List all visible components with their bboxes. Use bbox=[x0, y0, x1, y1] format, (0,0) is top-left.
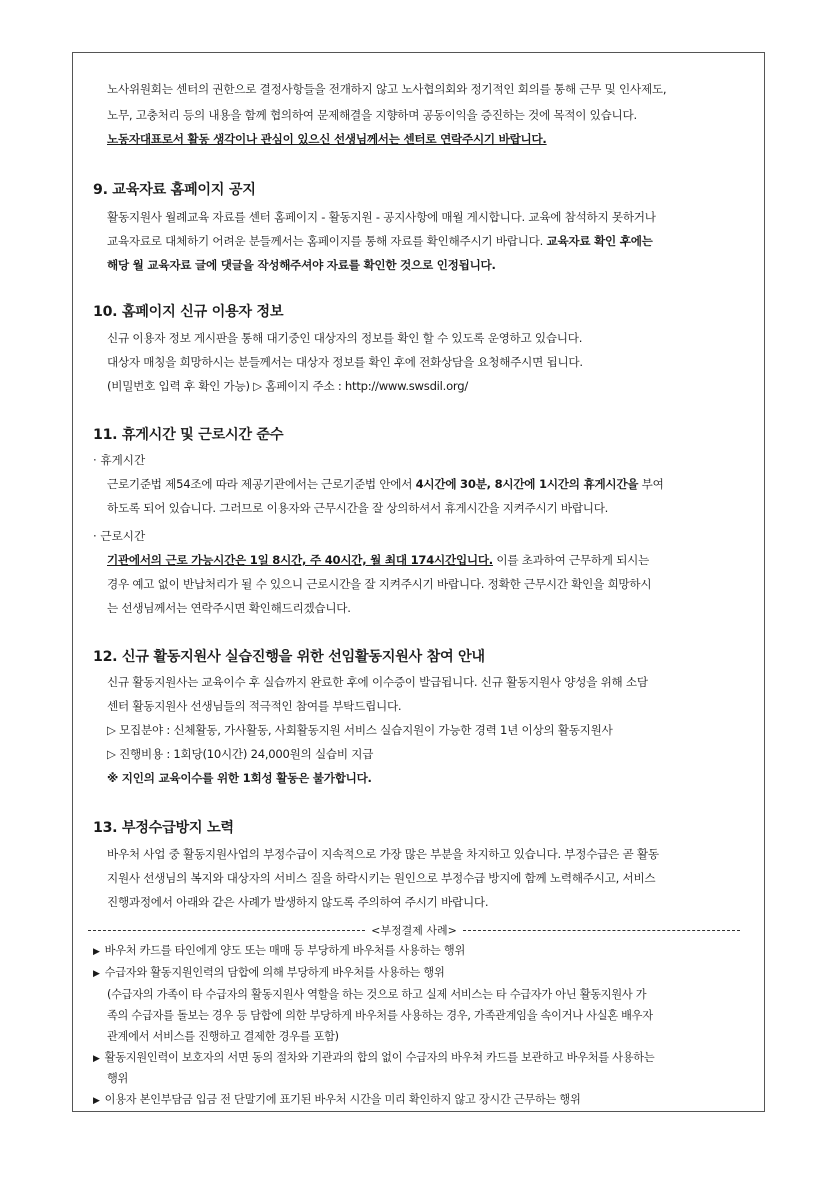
section-11-para-4: 경우 예고 없이 반납처리가 될 수 있으니 근로시간을 잘 지켜주시기 바랍니다. 정확한 근무시간 확인을 희망하시 bbox=[107, 577, 652, 591]
section-13-heading: 13. 부정수급방지 노력 bbox=[93, 820, 234, 836]
section-12-line-1: 신규 활동지원사는 교육이수 후 실습까지 완료한 후에 이수증이 발급됩니다. 신규 활동지원사 양성을 위해 소담 bbox=[107, 675, 648, 689]
bullet-triangle-icon: ▶ bbox=[93, 1096, 100, 1106]
case-item-3 bbox=[93, 1049, 654, 1068]
section-11-para-1b: 4시간에 30분, 8시간에 1시간의 휴게시간을 bbox=[415, 477, 639, 491]
section-11-para-1c: 부여 bbox=[638, 477, 664, 491]
section-11-para-1a: 근로기준법 제54조에 따라 제공기관에서는 근로기준법 안에서 bbox=[107, 477, 416, 491]
section-13-line-1: 바우처 사업 중 활동지원사업의 부정수급이 지속적으로 가장 많은 부분을 차지하고 있습니다. 부정수급은 곧 활동 bbox=[107, 847, 659, 861]
case-item-2-detail-3: 관계에서 서비스를 진행하고 결제한 경우를 포함) bbox=[107, 1030, 339, 1043]
section-13-line-2: 지원사 선생님의 복지와 대상자의 서비스 질을 하락시키는 원인으로 부정수급 방지에 함께 노력해주시고, 서비스 bbox=[107, 871, 656, 885]
section-12-line-4: ▷ 진행비용 : 1회당(10시간) 24,000원의 실습비 지급 bbox=[107, 747, 374, 761]
section-10-line-3: (비밀번호 입력 후 확인 가능) ▷ 홈페이지 주소 : http://www.swsdil.org/ bbox=[107, 379, 468, 393]
case-item-3-text: 활동지원인력이 보호자의 서면 동의 절차와 기관과의 합의 없이 수급자의 바우쳐 카드를 보관하고 바우처를 사용하는 bbox=[104, 1051, 655, 1064]
section-11-para-2: 하도록 되어 있습니다. 그러므로 이용자와 근무시간을 잘 상의하셔서 휴게시간을 지켜주시기 바랍니다. bbox=[107, 501, 609, 515]
section-13-line-3: 진행과정에서 아래와 같은 사례가 발생하지 않도록 주의하여 주시기 바랍니다. bbox=[107, 895, 489, 909]
section-9-line-2 bbox=[107, 232, 653, 250]
case-item-2-detail-1: (수급자의 가족이 타 수급자의 활동지원사 역할을 하는 것으로 하고 실제 서비스는 타 수급자가 아닌 활동지원사 가 bbox=[107, 988, 647, 1001]
case-item-4-text: 이용자 본인부담금 입금 전 단말기에 표기된 바우처 시간을 미리 확인하지 않고 장시간 근무하는 행위 bbox=[104, 1093, 581, 1106]
section-9-line-1: 활동지원사 월례교육 자료를 센터 홈페이지 - 활동지원 - 공지사항에 매월 게시합니다. 교육에 참석하지 못하거나 bbox=[107, 210, 656, 224]
section-11-heading: 11. 휴게시간 및 근로시간 준수 bbox=[93, 427, 284, 443]
section-10-line-1: 신규 이용자 정보 게시판을 통해 대기중인 대상자의 정보를 확인 할 수 있도록 운영하고 있습니다. bbox=[107, 331, 583, 345]
intro-line-2: 노무, 고충처리 등의 내용을 함께 협의하여 문제해결을 지향하며 공동이익을 증진하는 것에 목적이 있습니다. bbox=[107, 108, 637, 122]
bullet-triangle-icon: ▶ bbox=[93, 969, 100, 979]
case-item-1-text: 바우처 카드를 타인에게 양도 또는 매매 등 부당하게 바우처를 사용하는 행위 bbox=[104, 944, 466, 957]
section-11-para-5: 는 선생님께서는 연락주시면 확인해드리겠습니다. bbox=[107, 601, 351, 615]
section-10-line-2: 대상자 매칭을 희망하시는 분들께서는 대상자 정보를 확인 후에 전화상담을 요청해주시면 됩니다. bbox=[107, 355, 583, 369]
section-11-para-3b: 이를 초과하여 근무하게 되시는 bbox=[492, 553, 650, 567]
section-9-line-2b: 교육자료 확인 후에는 bbox=[546, 234, 653, 248]
case-item-2 bbox=[93, 964, 445, 983]
case-item-2-detail-2: 족의 수급자를 돌보는 경우 등 담합에 의한 부당하게 바우처를 사용하는 경우, 가족관계임을 속이거나 사실혼 배우자 bbox=[107, 1009, 653, 1022]
bullet-triangle-icon: ▶ bbox=[93, 947, 100, 957]
section-9-heading: 9. 교육자료 홈페이지 공지 bbox=[93, 182, 256, 198]
section-11-sub-work: · 근로시간 bbox=[93, 529, 146, 543]
section-11-para-3a: 기관에서의 근로 가능시간은 1일 8시간, 주 40시간, 월 최대 174시간입니다. bbox=[107, 553, 493, 567]
section-9-line-3: 해당 월 교육자료 글에 댓글을 작성해주셔야 자료를 확인한 것으로 인정됩니다. bbox=[107, 258, 496, 272]
separator-dash-left bbox=[88, 930, 365, 931]
section-11-para-1 bbox=[107, 475, 664, 493]
intro-line-1: 노사위원회는 센터의 권한으로 결정사항들을 전개하지 않고 노사협의회와 정기적인 회의를 통해 근무 및 인사제도, bbox=[107, 82, 667, 96]
case-item-2-text: 수급자와 활동지원인력의 담합에 의해 부당하게 바우처를 사용하는 행위 bbox=[104, 966, 445, 979]
separator-dash-right bbox=[463, 930, 740, 931]
case-item-4 bbox=[93, 1091, 581, 1110]
section-12-line-3: ▷ 모집분야 : 신체활동, 가사활동, 사회활동지원 서비스 실습지원이 가능한 경력 1년 이상의 활동지원사 bbox=[107, 723, 613, 737]
section-12-heading: 12. 신규 활동지원사 실습진행을 위한 선임활동지원사 참여 안내 bbox=[93, 649, 485, 665]
case-item-3-cont: 행위 bbox=[107, 1072, 129, 1085]
section-10-heading: 10. 홈페이지 신규 이용자 정보 bbox=[93, 304, 284, 320]
case-item-1 bbox=[93, 942, 465, 961]
section-12-line-2: 센터 활동지원사 선생님들의 적극적인 참여를 부탁드립니다. bbox=[107, 699, 402, 713]
section-9-line-2a: 교육자료로 대체하기 어려운 분들께서는 홈페이지를 통해 자료를 확인해주시기 바랍니다. bbox=[107, 234, 547, 248]
section-12-line-5: ※ 지인의 교육이수를 위한 1회성 활동은 불가합니다. bbox=[107, 771, 372, 785]
bullet-triangle-icon: ▶ bbox=[93, 1054, 100, 1064]
intro-line-3: 노동자대표로서 활동 생각이나 관심이 있으신 선생님께서는 센터로 연락주시기 바랍니다. bbox=[107, 132, 547, 146]
section-11-sub-rest: · 휴게시간 bbox=[93, 453, 146, 467]
cases-separator bbox=[88, 921, 740, 939]
cases-title: <부정결제 사례> bbox=[371, 924, 457, 937]
section-11-para-3 bbox=[107, 551, 649, 569]
